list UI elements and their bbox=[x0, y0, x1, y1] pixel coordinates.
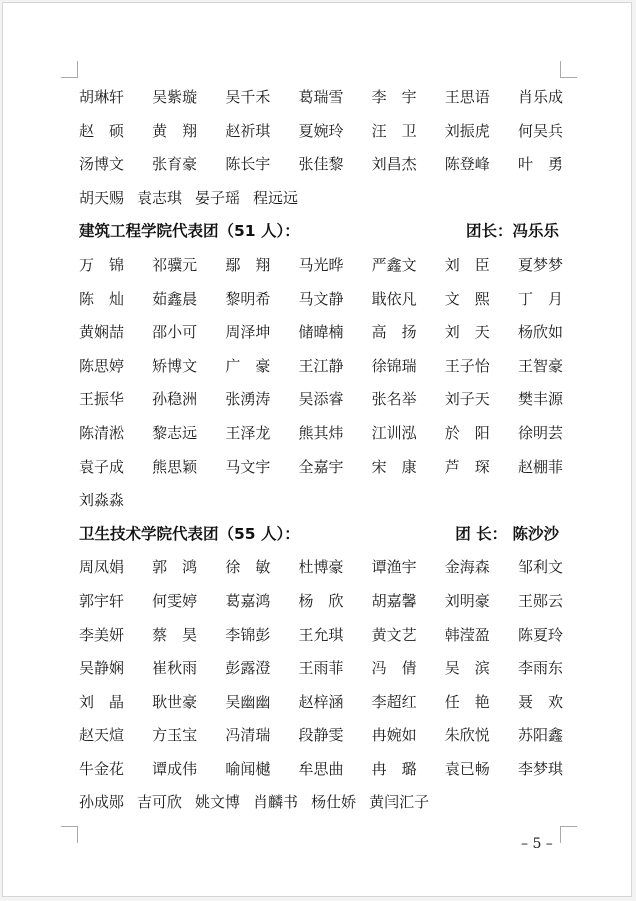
crop-mark-bottom-left bbox=[61, 826, 78, 843]
member-name: 汤博文 bbox=[79, 155, 125, 174]
member-name: 冉婉如 bbox=[371, 726, 417, 745]
member-name: 袁子成 bbox=[79, 457, 125, 476]
member-name: 邵小可 bbox=[152, 323, 198, 342]
member-name: 黄 翔 bbox=[152, 121, 198, 140]
member-name: 熊其炜 bbox=[298, 423, 344, 442]
member-name: 万 锦 bbox=[79, 255, 125, 274]
member-name: 吴千禾 bbox=[225, 88, 271, 106]
member-name: 鄢 翔 bbox=[225, 255, 271, 274]
name-row bbox=[79, 652, 563, 686]
member-name: 何雯婷 bbox=[152, 591, 198, 610]
member-name: 马光晔 bbox=[298, 255, 344, 274]
member-name: 赵梓涵 bbox=[298, 692, 344, 711]
member-name: 朱欣悦 bbox=[444, 726, 490, 745]
member-name: 刘 晶 bbox=[79, 692, 125, 711]
member-name: 邹利文 bbox=[517, 558, 563, 577]
member-name: 赵天煊 bbox=[79, 726, 125, 745]
member-name: 冯清瑞 bbox=[225, 726, 271, 745]
member-name: 刘 臣 bbox=[444, 255, 490, 274]
name-row bbox=[79, 585, 563, 619]
member-name: 冉 璐 bbox=[371, 759, 417, 778]
member-name: 牟思曲 bbox=[298, 759, 344, 778]
member-name: 王思语 bbox=[444, 88, 490, 106]
member-name: 崔秋雨 bbox=[152, 659, 198, 678]
member-name: 赵祈琪 bbox=[225, 121, 271, 140]
section-heading bbox=[79, 215, 563, 249]
member-name: 陈夏玲 bbox=[517, 625, 563, 644]
member-name: 吴紫璇 bbox=[152, 88, 198, 106]
member-name: 黄闫汇子 bbox=[369, 793, 430, 812]
member-name: 江训泓 bbox=[371, 423, 417, 442]
member-name: 严鑫文 bbox=[371, 255, 417, 274]
name-row bbox=[79, 182, 563, 216]
member-name: 李雨东 bbox=[517, 659, 563, 678]
member-name: 胡嘉馨 bbox=[371, 591, 417, 610]
member-name: 王振华 bbox=[79, 390, 125, 409]
member-name: 李 宇 bbox=[371, 88, 417, 106]
section-architecture bbox=[79, 215, 563, 517]
member-name: 吴静娴 bbox=[79, 659, 125, 678]
member-name: 李锦彭 bbox=[225, 625, 271, 644]
member-name: 全嘉宇 bbox=[298, 457, 344, 476]
name-row bbox=[79, 115, 563, 149]
member-name: 徐锦瑞 bbox=[371, 356, 417, 375]
member-name: 冯 倩 bbox=[371, 659, 417, 678]
name-row bbox=[79, 484, 563, 518]
member-name: 汪 卫 bbox=[371, 121, 417, 140]
member-name: 任 艳 bbox=[444, 692, 490, 711]
member-name: 赵 硕 bbox=[79, 121, 125, 140]
member-name: 袁已畅 bbox=[444, 759, 490, 778]
member-name: 耿世豪 bbox=[152, 692, 198, 711]
member-name: 郭宇轩 bbox=[79, 591, 125, 610]
member-name: 王子怡 bbox=[444, 356, 490, 375]
crop-mark-bottom-right bbox=[560, 826, 577, 843]
member-name: 蔡 昊 bbox=[152, 625, 198, 644]
member-name: 彭露澄 bbox=[225, 659, 271, 678]
member-name: 姚文博 bbox=[195, 793, 241, 812]
member-name: 高 扬 bbox=[371, 323, 417, 342]
member-name: 肖乐成 bbox=[517, 88, 563, 106]
name-row bbox=[79, 383, 563, 417]
member-name: 樊丰源 bbox=[517, 390, 563, 409]
member-name: 张佳黎 bbox=[298, 155, 344, 174]
member-name: 刘振虎 bbox=[444, 121, 490, 140]
member-name: 杜博豪 bbox=[298, 558, 344, 577]
member-name: 谭渔宇 bbox=[371, 558, 417, 577]
name-row bbox=[79, 753, 563, 787]
member-name: 孙成郧 bbox=[79, 793, 125, 812]
member-name: 茹鑫晨 bbox=[152, 289, 198, 308]
member-name: 方玉宝 bbox=[152, 726, 198, 745]
member-name: 谭成伟 bbox=[152, 759, 198, 778]
name-row bbox=[79, 148, 563, 182]
member-name: 王智豪 bbox=[517, 356, 563, 375]
member-name: 黎明希 bbox=[225, 289, 271, 308]
member-name: 叶 勇 bbox=[517, 155, 563, 174]
member-name: 张名举 bbox=[371, 390, 417, 409]
member-name: 王泽龙 bbox=[225, 423, 271, 442]
name-row bbox=[79, 316, 563, 350]
member-name: 宋 康 bbox=[371, 457, 417, 476]
member-name: 李美妍 bbox=[79, 625, 125, 644]
member-name: 夏婉玲 bbox=[298, 121, 344, 140]
member-name: 周泽坤 bbox=[225, 323, 271, 342]
member-name: 陈思婷 bbox=[79, 356, 125, 375]
member-name: 陈清淞 bbox=[79, 423, 125, 442]
crop-mark-top-left bbox=[61, 61, 78, 78]
member-name: 吴 滨 bbox=[444, 659, 490, 678]
member-name: 苏阳鑫 bbox=[517, 726, 563, 745]
member-name: 胡天赐 bbox=[79, 188, 125, 207]
member-name: 马文静 bbox=[298, 289, 344, 308]
member-name: 王允琪 bbox=[298, 625, 344, 644]
member-name: 刘明豪 bbox=[444, 591, 490, 610]
member-name: 夏梦梦 bbox=[517, 255, 563, 274]
name-row bbox=[79, 81, 563, 115]
name-row bbox=[79, 551, 563, 585]
member-name: 刘子天 bbox=[444, 390, 490, 409]
member-name: 肖麟书 bbox=[253, 793, 299, 812]
name-row bbox=[79, 417, 563, 451]
member-name: 吴添睿 bbox=[298, 390, 344, 409]
page-number: – 5 – bbox=[521, 836, 553, 852]
member-name: 丁 月 bbox=[517, 289, 563, 308]
name-row bbox=[79, 786, 563, 820]
member-name: 韩滢盈 bbox=[444, 625, 490, 644]
member-name: 喻闻樾 bbox=[225, 759, 271, 778]
member-name: 胡琳轩 bbox=[79, 88, 125, 106]
member-name: 杨 欣 bbox=[298, 591, 344, 610]
member-name: 黄娴喆 bbox=[79, 323, 125, 342]
delegation-title: 卫生技术学院代表团（55 人）： bbox=[79, 524, 300, 543]
member-name: 马文宇 bbox=[225, 457, 271, 476]
delegation-leader: 团长：冯乐乐 bbox=[465, 222, 559, 241]
member-name: 袁志琪 bbox=[137, 188, 183, 207]
delegation-title: 建筑工程学院代表团（51 人）： bbox=[79, 222, 300, 241]
member-name: 郭 鸿 bbox=[152, 558, 198, 577]
member-name: 金海森 bbox=[444, 558, 490, 577]
document-page bbox=[2, 2, 632, 897]
member-name: 何吴兵 bbox=[517, 121, 563, 140]
section-top-names bbox=[79, 81, 563, 215]
crop-mark-top-right bbox=[560, 61, 577, 78]
member-name: 牛金花 bbox=[79, 759, 125, 778]
member-name: 程远远 bbox=[253, 188, 299, 207]
section-health bbox=[79, 518, 563, 820]
member-name: 孙稳洲 bbox=[152, 390, 198, 409]
member-name: 於 阳 bbox=[444, 423, 490, 442]
member-name: 文 熙 bbox=[444, 289, 490, 308]
name-row bbox=[79, 249, 563, 283]
member-name: 晏子瑶 bbox=[195, 188, 241, 207]
member-name: 李超红 bbox=[371, 692, 417, 711]
name-row bbox=[79, 719, 563, 753]
member-name: 黎志远 bbox=[152, 423, 198, 442]
member-name: 葛嘉鸿 bbox=[225, 591, 271, 610]
member-name: 徐 敏 bbox=[225, 558, 271, 577]
member-name: 陈 灿 bbox=[79, 289, 125, 308]
member-name: 段静雯 bbox=[298, 726, 344, 745]
member-name: 陈长宇 bbox=[225, 155, 271, 174]
member-name: 赵棚菲 bbox=[517, 457, 563, 476]
name-row bbox=[79, 283, 563, 317]
member-name: 芦 琛 bbox=[444, 457, 490, 476]
name-row bbox=[79, 619, 563, 653]
member-name: 吴幽幽 bbox=[225, 692, 271, 711]
section-heading bbox=[79, 518, 563, 552]
member-name: 祁骥元 bbox=[152, 255, 198, 274]
member-name: 黄文艺 bbox=[371, 625, 417, 644]
member-name: 王江静 bbox=[298, 356, 344, 375]
member-name: 吉可欣 bbox=[137, 793, 183, 812]
member-name: 王雨菲 bbox=[298, 659, 344, 678]
member-name: 陈登峰 bbox=[444, 155, 490, 174]
name-row bbox=[79, 350, 563, 384]
member-name: 刘昌杰 bbox=[371, 155, 417, 174]
member-name: 张湧涛 bbox=[225, 390, 271, 409]
document-body bbox=[79, 81, 563, 820]
member-name: 周凤娟 bbox=[79, 558, 125, 577]
member-name: 储暐楠 bbox=[298, 323, 344, 342]
member-name: 聂 欢 bbox=[517, 692, 563, 711]
member-name: 刘 天 bbox=[444, 323, 490, 342]
member-name: 矫博文 bbox=[152, 356, 198, 375]
member-name: 广 豪 bbox=[225, 356, 271, 375]
name-row bbox=[79, 451, 563, 485]
member-name: 杨仕娇 bbox=[311, 793, 357, 812]
delegation-leader: 团 长： 陈沙沙 bbox=[455, 524, 559, 543]
member-name: 杨欣如 bbox=[517, 323, 563, 342]
member-name: 戢依凡 bbox=[371, 289, 417, 308]
member-name: 王郧云 bbox=[517, 591, 563, 610]
member-name: 刘淼淼 bbox=[79, 491, 125, 510]
member-name: 李梦琪 bbox=[517, 759, 563, 778]
member-name: 熊思颖 bbox=[152, 457, 198, 476]
member-name: 葛瑞雪 bbox=[298, 88, 344, 106]
name-row bbox=[79, 686, 563, 720]
member-name: 张育豪 bbox=[152, 155, 198, 174]
member-name: 徐明芸 bbox=[517, 423, 563, 442]
